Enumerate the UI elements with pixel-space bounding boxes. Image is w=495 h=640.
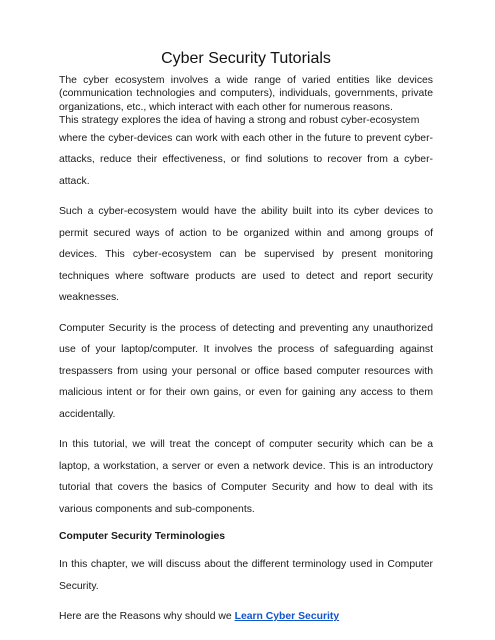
paragraph-spacer (59, 520, 433, 529)
chapter-paragraph: In this chapter, we will discuss about the different terminology used in Computer Security. (59, 559, 433, 592)
computer-security-paragraph: Computer Security is the process of detecting and preventing any unauthorized use of your laptop/computer. It involves the process of safeguarding against trespassers from using your personal or office based computer resources with malicious intent or for their own gains, or even for gaining any access to them accidentally. (59, 322, 433, 420)
reasons-paragraph (59, 606, 433, 628)
ecosystem-paragraph: Such a cyber-ecosystem would have the ability built into its cyber devices to permit secured ways of action to be organized within and among groups of devices. This cyber-ecosystem can be supervised by present monitoring techniques where software products are used to detect and report security weaknesses. (59, 206, 433, 304)
document-content (59, 49, 433, 628)
paragraph-spacer (59, 545, 433, 554)
paragraph-spacer (59, 597, 433, 606)
intro-strategy-line: This strategy explores the idea of having a strong and robust cyber-ecosystem (59, 115, 420, 127)
intro-paragraph: The cyber ecosystem involves a wide range of varied entities like devices (communication technologies and computers), individuals, governments, private organizations, etc., which interact with each other for numerous reasons. (59, 75, 433, 113)
reasons-text: Here are the Reasons why should we (59, 611, 235, 623)
strategy-paragraph: where the cyber-devices can work with each other in the future to prevent cyber-attacks, reduce their effectiveness, or find solutions to recover from a cyber-attack. (59, 132, 433, 187)
page-title: Cyber Security Tutorials (161, 50, 331, 67)
tutorial-paragraph: In this tutorial, we will treat the concept of computer security which can be a laptop, a workstation, a server or even a network device. This is an introductory tutorial that covers the basics of Computer Security and how to deal with its various components and sub-components. (59, 439, 433, 515)
paragraph-spacer (59, 192, 433, 201)
paragraph-spacer (59, 425, 433, 434)
learn-cyber-security-link[interactable]: Learn Cyber Security (234, 611, 340, 623)
paragraph-spacer (59, 309, 433, 318)
terminologies-heading: Computer Security Terminologies (59, 531, 226, 543)
